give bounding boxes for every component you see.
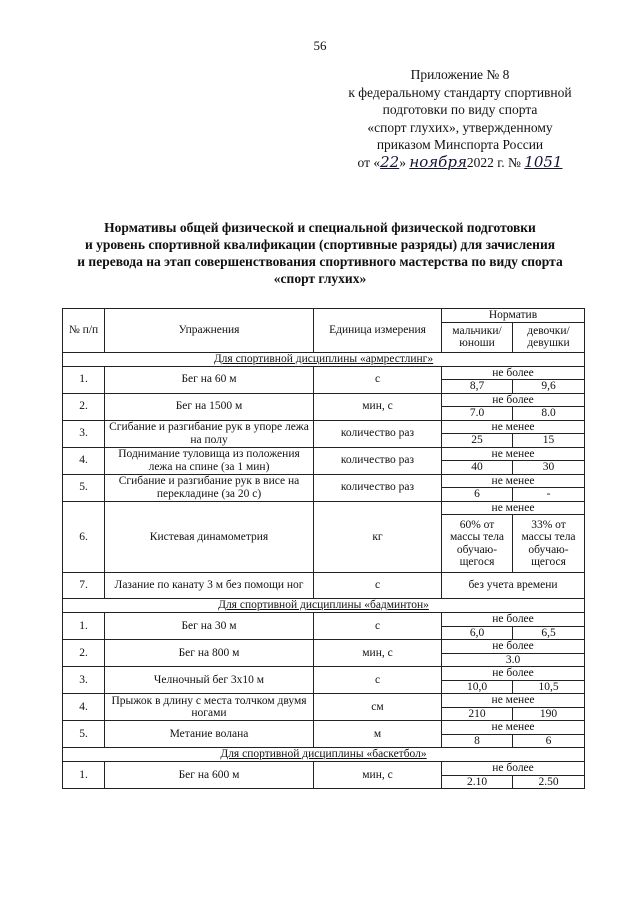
norm-value-girls: 33% от массы тела обучаю-щегося xyxy=(513,515,585,573)
appendix-line: к федеральному стандарту спортивной xyxy=(348,84,572,100)
norm-value-boys: 8 xyxy=(442,734,513,748)
norm-value-boys: 25 xyxy=(442,434,513,448)
section-title: Для спортивной дисциплины «баскетбол» xyxy=(63,748,585,762)
norm-value-boys: 8,7 xyxy=(442,380,513,394)
row-number: 4. xyxy=(63,447,105,474)
unit-cell: см xyxy=(314,694,442,721)
appendix-line: подготовки по виду спорта xyxy=(382,102,538,117)
row-number: 4. xyxy=(63,694,105,721)
norm-condition: не менее xyxy=(442,447,585,461)
norm-condition: не более xyxy=(442,613,585,627)
unit-cell: количество раз xyxy=(314,420,442,447)
document-title xyxy=(20,219,620,287)
table-row xyxy=(63,420,585,434)
norm-condition: не менее xyxy=(442,420,585,434)
section-title: Для спортивной дисциплины «бадминтон» xyxy=(63,599,585,613)
norm-value-boys: 40 xyxy=(442,461,513,475)
exercise-name: Челночный бег 3х10 м xyxy=(105,667,314,694)
unit-cell: кг xyxy=(314,501,442,573)
norm-value-girls: 15 xyxy=(513,434,585,448)
appendix-line: Приложение № 8 xyxy=(410,67,510,82)
row-number: 7. xyxy=(63,573,105,599)
unit-cell: количество раз xyxy=(314,474,442,501)
appendix-header xyxy=(300,66,620,171)
header-exercise: Упражнения xyxy=(105,309,314,353)
norm-condition: не более xyxy=(442,762,585,776)
table-row xyxy=(63,694,585,708)
norm-value-girls: 10,5 xyxy=(513,680,585,694)
date-prefix: от « xyxy=(357,154,381,170)
norm-value-boys: 7.0 xyxy=(442,407,513,421)
row-number: 3. xyxy=(63,420,105,447)
norm-value-girls: 30 xyxy=(513,461,585,475)
row-number: 5. xyxy=(63,474,105,501)
norm-condition: не более xyxy=(442,366,585,380)
unit-cell: мин, с xyxy=(314,762,442,789)
row-number: 1. xyxy=(63,762,105,789)
section-title: Для спортивной дисциплины «армрестлинг» xyxy=(63,352,585,366)
exercise-name: Бег на 600 м xyxy=(105,762,314,789)
table-row xyxy=(63,573,585,599)
norm-value-girls: 6 xyxy=(513,734,585,748)
title-line: Нормативы общей физической и специальной физической подготовки xyxy=(104,220,536,235)
unit-cell: с xyxy=(314,573,442,599)
row-number: 2. xyxy=(63,640,105,667)
norm-value-boys: 6 xyxy=(442,488,513,502)
date-mid: » xyxy=(399,154,406,170)
norm-condition: не менее xyxy=(442,721,585,735)
row-number: 5. xyxy=(63,721,105,748)
exercise-name: Метание волана xyxy=(105,721,314,748)
table-row xyxy=(63,501,585,515)
table-header-row xyxy=(63,309,585,323)
norm-value-girls: 8.0 xyxy=(513,407,585,421)
exercise-name: Бег на 60 м xyxy=(105,366,314,393)
exercise-name: Лазание по канату 3 м без помощи ног xyxy=(105,573,314,599)
table-row xyxy=(63,393,585,407)
norm-value-both: 3.0 xyxy=(442,653,585,667)
section-row xyxy=(63,748,585,762)
order-date-line xyxy=(300,154,620,172)
norm-value-girls: 6,5 xyxy=(513,626,585,640)
table-row xyxy=(63,366,585,380)
appendix-line: «спорт глухих», утвержденному xyxy=(367,119,553,135)
norm-value-girls: 9,6 xyxy=(513,380,585,394)
table-row xyxy=(63,667,585,681)
norm-condition: не менее xyxy=(442,501,585,515)
header-num: № п/п xyxy=(63,309,105,353)
norm-condition: не более xyxy=(442,393,585,407)
unit-cell: с xyxy=(314,613,442,640)
header-norm: Норматив xyxy=(442,309,585,323)
norm-value-boys: 6,0 xyxy=(442,626,513,640)
norm-value-girls: - xyxy=(513,488,585,502)
norm-value: без учета времени xyxy=(442,573,585,599)
norm-value-boys: 10,0 xyxy=(442,680,513,694)
norm-value-boys: 210 xyxy=(442,707,513,721)
table-row xyxy=(63,447,585,461)
exercise-name: Поднимание туловища из положения лежа на спине (за 1 мин) xyxy=(105,447,314,474)
page-number: 56 xyxy=(313,38,327,53)
row-number: 6. xyxy=(63,501,105,573)
unit-cell: с xyxy=(314,667,442,694)
unit-cell: мин, с xyxy=(314,640,442,667)
date-year: 2022 г. № xyxy=(466,154,521,170)
row-number: 3. xyxy=(63,667,105,694)
unit-cell: м xyxy=(314,721,442,748)
unit-cell: мин, с xyxy=(314,393,442,420)
title-line: и перевода на этап совершенствования спортивного мастерства по виду спорта xyxy=(77,254,563,269)
row-number: 1. xyxy=(63,366,105,393)
row-number: 2. xyxy=(63,393,105,420)
appendix-line: приказом Минспорта России xyxy=(376,137,544,152)
exercise-name: Бег на 30 м xyxy=(105,613,314,640)
norm-value-girls: 190 xyxy=(513,707,585,721)
title-line: «спорт глухих» xyxy=(273,271,367,286)
exercise-name: Бег на 1500 м xyxy=(105,393,314,420)
handwritten-order-number: 1051 xyxy=(524,152,563,171)
header-unit: Единица измерения xyxy=(314,309,442,353)
unit-cell: с xyxy=(314,366,442,393)
exercise-name: Сгибание и разгибание рук в висе на перекладине (за 20 с) xyxy=(105,474,314,501)
exercise-name: Прыжок в длину с места толчком двумя ногами xyxy=(105,694,314,721)
exercise-name: Сгибание и разгибание рук в упоре лежа на полу xyxy=(105,420,314,447)
exercise-name: Бег на 800 м xyxy=(105,640,314,667)
section-row xyxy=(63,352,585,366)
norm-condition: не более xyxy=(442,640,585,654)
section-row xyxy=(63,599,585,613)
norm-value-boys: 60% от массы тела обучаю-щегося xyxy=(442,515,513,573)
norm-value-boys: 2.10 xyxy=(442,775,513,789)
header-boys: мальчики/ юноши xyxy=(442,322,513,352)
header-girls: девочки/ девушки xyxy=(513,322,585,352)
table-row xyxy=(63,640,585,654)
table-row xyxy=(63,613,585,627)
norm-condition: не более xyxy=(442,667,585,681)
handwritten-day: 22 xyxy=(380,152,400,171)
handwritten-month: ноября xyxy=(409,152,467,171)
norm-condition: не менее xyxy=(442,474,585,488)
norm-condition: не менее xyxy=(442,694,585,708)
norm-value-girls: 2.50 xyxy=(513,775,585,789)
unit-cell: количество раз xyxy=(314,447,442,474)
norms-table xyxy=(62,308,585,789)
table-row xyxy=(63,474,585,488)
table-row xyxy=(63,762,585,776)
row-number: 1. xyxy=(63,613,105,640)
title-line: и уровень спортивной квалификации (спортивные разряды) для зачисления xyxy=(84,237,556,252)
table-row xyxy=(63,721,585,735)
exercise-name: Кистевая динамометрия xyxy=(105,501,314,573)
